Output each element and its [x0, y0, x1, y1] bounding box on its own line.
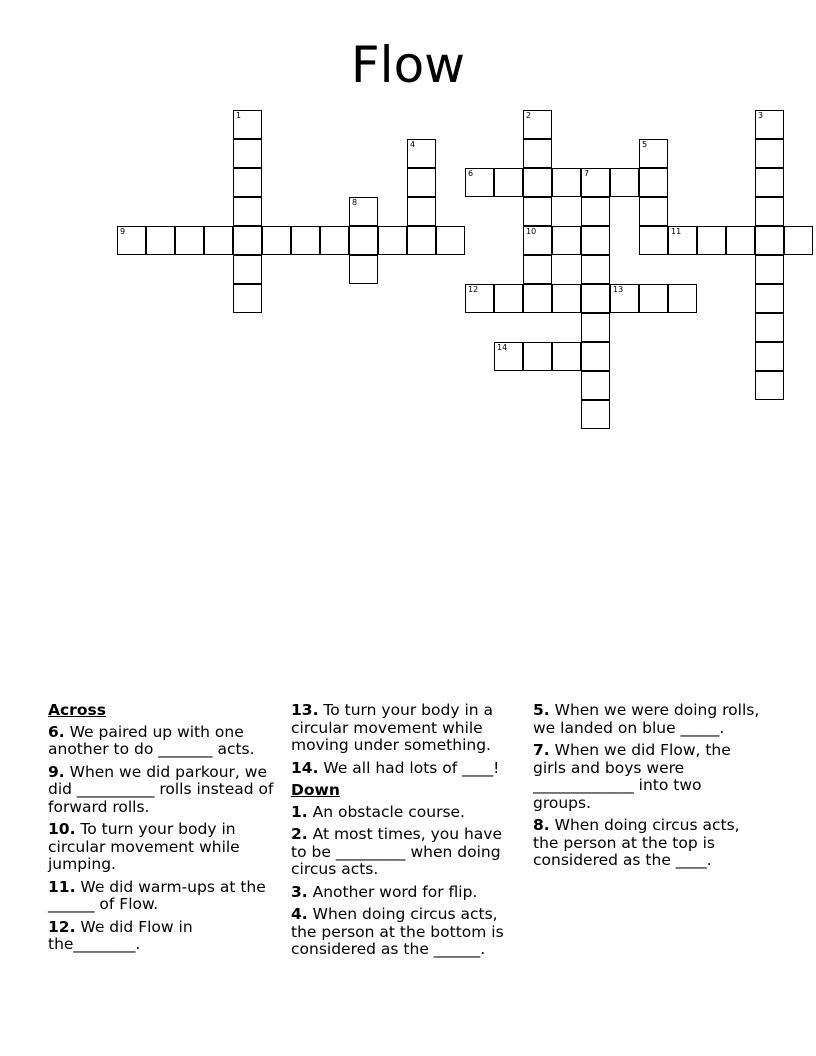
clue-down-4 [291, 906, 519, 959]
grid-cell[interactable] [494, 168, 523, 197]
clue-down-8 [533, 817, 761, 870]
grid-cell[interactable] [117, 226, 146, 255]
cell-number: 6 [468, 169, 474, 178]
grid-cell[interactable] [581, 255, 610, 284]
grid-cell[interactable] [581, 400, 610, 429]
grid-cell[interactable] [233, 110, 262, 139]
across-heading: Across [48, 701, 106, 719]
clue-text: When we were doing rolls, we landed on blue _____. [533, 701, 760, 737]
down-heading: Down [291, 781, 340, 799]
grid-cell[interactable] [639, 226, 668, 255]
clue-column-1 [48, 702, 276, 959]
cell-number: 7 [584, 169, 590, 178]
grid-cell[interactable] [436, 226, 465, 255]
grid-cell[interactable] [175, 226, 204, 255]
grid-cell[interactable] [407, 226, 436, 255]
clue-text: We all had lots of ____! [323, 758, 500, 777]
clue-text: We paired up with one another to do _______ acts. [48, 722, 255, 758]
clue-number: 1. [291, 802, 308, 821]
grid-cell[interactable] [581, 226, 610, 255]
grid-cell[interactable] [581, 313, 610, 342]
grid-cell[interactable] [523, 284, 552, 313]
clue-across-13 [291, 702, 519, 755]
grid-cell[interactable] [639, 168, 668, 197]
clue-across-10 [48, 821, 276, 874]
grid-cell[interactable] [378, 226, 407, 255]
clue-text: Another word for flip. [312, 882, 478, 901]
grid-cell[interactable] [233, 139, 262, 168]
crossword-grid [0, 0, 816, 440]
grid-cell[interactable] [233, 284, 262, 313]
clue-text: When we did Flow, the girls and boys were _____________ into two groups. [533, 741, 731, 812]
clue-across-11 [48, 879, 276, 914]
grid-cell[interactable] [610, 168, 639, 197]
clue-down-2 [291, 826, 519, 879]
grid-cell[interactable] [755, 139, 784, 168]
grid-cell[interactable] [755, 255, 784, 284]
grid-cell[interactable] [755, 371, 784, 400]
cell-number: 4 [410, 140, 416, 149]
clue-column-2 [291, 702, 519, 964]
cell-number: 12 [468, 285, 479, 294]
cell-number: 8 [352, 198, 358, 207]
clue-number: 2. [291, 825, 308, 843]
clue-number: 4. [291, 905, 308, 923]
grid-cell[interactable] [639, 284, 668, 313]
grid-cell[interactable] [523, 168, 552, 197]
grid-cell[interactable] [668, 226, 697, 255]
clue-number: 5. [533, 701, 550, 719]
grid-cell[interactable] [523, 342, 552, 371]
grid-cell[interactable] [204, 226, 233, 255]
clue-number: 10. [48, 820, 76, 838]
grid-cell[interactable] [233, 168, 262, 197]
clue-across-14 [291, 760, 519, 778]
clue-number: 6. [48, 722, 65, 741]
cell-number: 13 [613, 285, 624, 294]
grid-cell[interactable] [755, 313, 784, 342]
grid-cell[interactable] [523, 226, 552, 255]
grid-cell[interactable] [407, 197, 436, 226]
grid-cell[interactable] [233, 255, 262, 284]
grid-cell[interactable] [146, 226, 175, 255]
clue-down-3 [291, 884, 519, 902]
grid-cell[interactable] [726, 226, 755, 255]
clue-text: We did warm-ups at the ______ of Flow. [48, 877, 266, 913]
clue-down-7 [533, 742, 761, 812]
grid-cell[interactable] [755, 226, 784, 255]
grid-cell[interactable] [494, 342, 523, 371]
grid-cell[interactable] [610, 284, 639, 313]
page-title: Flow [350, 36, 466, 94]
clue-number: 11. [48, 877, 76, 896]
clue-text: We did Flow in the________. [48, 917, 193, 953]
grid-cell[interactable] [581, 168, 610, 197]
grid-cell[interactable] [755, 284, 784, 313]
clue-across-9 [48, 764, 276, 817]
clue-text: To turn your body in a circular movement while moving under something. [291, 701, 493, 754]
clue-text: At most times, you have to be _________ when doing circus acts. [291, 825, 503, 878]
cell-number: 11 [671, 227, 682, 236]
clue-column-3 [533, 702, 761, 875]
cell-number: 3 [758, 111, 764, 120]
clue-across-6 [48, 724, 276, 759]
grid-cell[interactable] [494, 284, 523, 313]
clue-across-12 [48, 919, 276, 954]
grid-cell[interactable] [552, 342, 581, 371]
grid-cell[interactable] [407, 139, 436, 168]
grid-cell[interactable] [581, 197, 610, 226]
clue-text: When we did parkour, we did __________ rolls instead of forward rolls. [48, 762, 274, 816]
grid-cell[interactable] [523, 110, 552, 139]
grid-cell[interactable] [639, 197, 668, 226]
grid-cell[interactable] [523, 139, 552, 168]
grid-cell[interactable] [407, 168, 436, 197]
clue-text: When doing circus acts, the person at the top is considered as the ____. [533, 816, 740, 869]
clue-text: An obstacle course. [312, 802, 465, 821]
grid-cell[interactable] [552, 284, 581, 313]
cell-number: 14 [497, 343, 508, 352]
cell-number: 1 [236, 111, 242, 120]
grid-cell[interactable] [233, 226, 262, 255]
clue-down-1 [291, 804, 519, 822]
grid-cell[interactable] [784, 226, 813, 255]
grid-cell[interactable] [291, 226, 320, 255]
grid-cell[interactable] [581, 342, 610, 371]
grid-cell[interactable] [320, 226, 349, 255]
cell-number: 10 [526, 227, 537, 236]
clue-number: 7. [533, 741, 550, 759]
grid-cell[interactable] [755, 197, 784, 226]
grid-cell[interactable] [465, 168, 494, 197]
clue-number: 9. [48, 762, 65, 781]
grid-cell[interactable] [581, 284, 610, 313]
grid-cell[interactable] [668, 284, 697, 313]
clue-number: 8. [533, 816, 550, 834]
clue-text: When doing circus acts, the person at the bottom is considered as the ______. [291, 905, 504, 958]
grid-cell[interactable] [755, 342, 784, 371]
grid-cell[interactable] [639, 139, 668, 168]
grid-cell[interactable] [755, 110, 784, 139]
grid-cell[interactable] [523, 197, 552, 226]
cell-number: 9 [120, 227, 126, 236]
grid-cell[interactable] [552, 226, 581, 255]
clue-number: 13. [291, 701, 319, 719]
grid-cell[interactable] [349, 197, 378, 226]
cell-number: 2 [526, 111, 532, 120]
grid-cell[interactable] [349, 226, 378, 255]
grid-cell[interactable] [262, 226, 291, 255]
clue-text: To turn your body in circular movement while jumping. [48, 820, 240, 873]
grid-cell[interactable] [552, 168, 581, 197]
grid-cell[interactable] [697, 226, 726, 255]
grid-cell[interactable] [581, 371, 610, 400]
grid-cell[interactable] [349, 255, 378, 284]
grid-cell[interactable] [233, 197, 262, 226]
clue-number: 14. [291, 758, 319, 777]
clue-number: 3. [291, 882, 308, 901]
clue-number: 12. [48, 917, 76, 936]
cell-number: 5 [642, 140, 648, 149]
clue-down-5 [533, 702, 761, 737]
grid-cell[interactable] [755, 168, 784, 197]
grid-cell[interactable] [465, 284, 494, 313]
grid-cell[interactable] [523, 255, 552, 284]
